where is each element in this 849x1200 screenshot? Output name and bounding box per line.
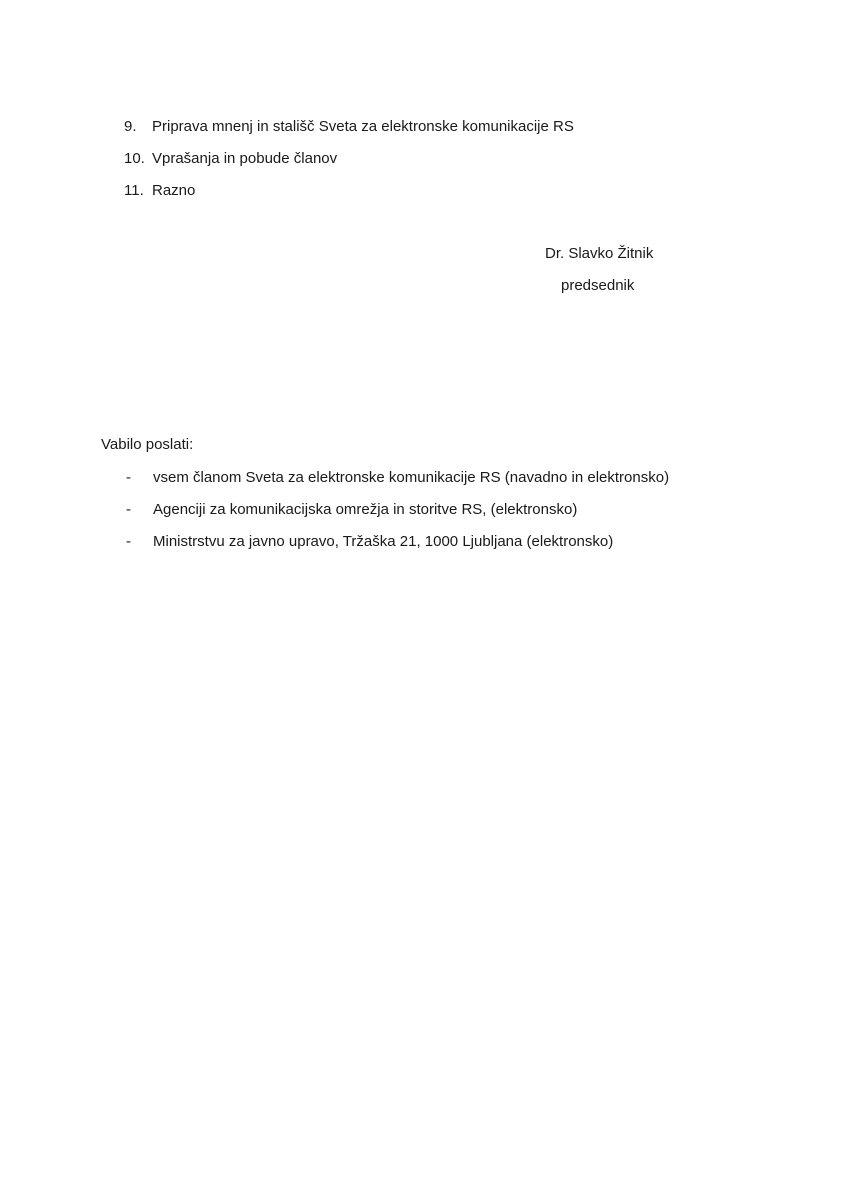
signature-name: Dr. Slavko Žitnik [545,245,654,262]
agenda-item-number: 10. [124,150,145,167]
agenda-item-number: 9. [124,118,137,135]
bullet-dash: - [126,501,131,518]
bullet-dash: - [126,469,131,486]
recipient-text: Agenciji za komunikacijska omrežja in storitve RS, (elektronsko) [153,501,578,518]
recipient-item [126,533,613,551]
recipient-item [126,501,577,519]
agenda-item-9 [124,118,574,136]
agenda-item-10 [124,150,337,168]
distribution-label: Vabilo poslati: [101,436,194,453]
agenda-item-11 [124,182,195,200]
recipient-text: vsem članom Sveta za elektronske komunikacije RS (navadno in elektronsko) [153,469,670,486]
agenda-item-text: Razno [152,182,196,199]
recipient-item [126,469,669,487]
agenda-item-text: Priprava mnenj in stališč Sveta za elektronske komunikacije RS [152,118,574,135]
recipient-text: Ministrstvu za javno upravo, Tržaška 21, 1000 Ljubljana (elektronsko) [153,533,614,550]
signature-role: predsednik [561,277,635,294]
agenda-item-text: Vprašanja in pobude članov [152,150,338,167]
agenda-item-number: 11. [124,182,144,199]
bullet-dash: - [126,533,131,550]
